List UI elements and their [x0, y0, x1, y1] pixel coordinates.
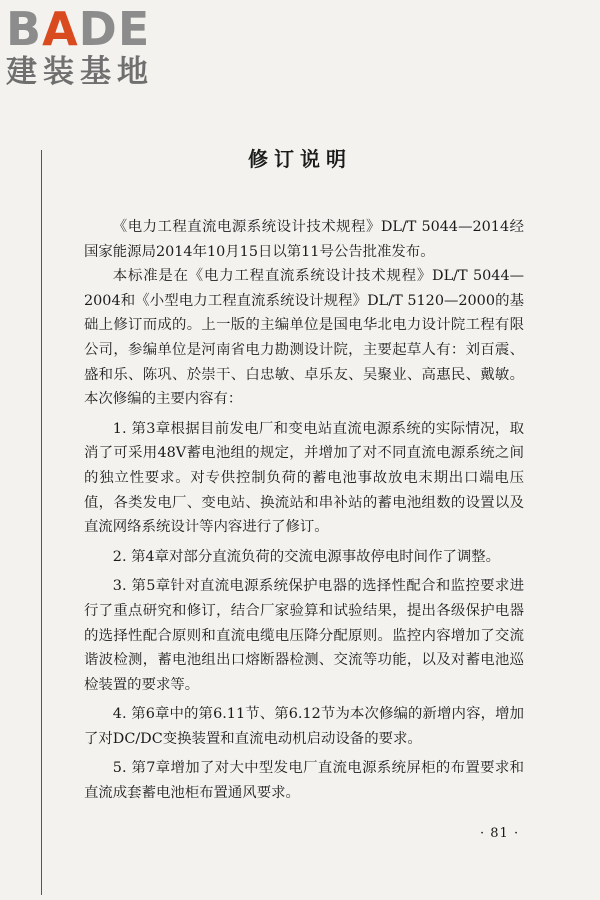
logo-subtitle: 建装基地: [6, 54, 154, 90]
paragraph-intro: 《电力工程直流电源系统设计技术规程》DL/T 5044—2014经国家能源局2014年10月15日以第11号公告批准发布。: [84, 219, 524, 260]
paragraph-item-3: 3. 第5章针对直流电源系统保护电器的选择性配合和监控要求进行了重点研究和修订，结合厂家验算和试验结果，提出各级保护电器的选择性配合原则和直流电缆电压降分配原则。监控内容增加了交流谐波检测，蓄电池组出口熔断器检测、交流等功能，以及对蓄电池巡检装置的要求等。: [84, 578, 524, 693]
paragraph-item-4: 4. 第6章中的第6.11节、第6.12节为本次修编的新增内容，增加了对DC/DC变换装置和直流电动机启动设备的要求。: [84, 706, 524, 747]
paragraph-item-1: 1. 第3章根据目前发电厂和变电站直流电源系统的实际情况，取消了可采用48V蓄电池组的规定，并增加了对不同直流电源系统之间的独立性要求。对专供控制负荷的蓄电池事故放电末期出口端电压值，各类发电厂、变电站、换流站和串补站的蓄电池组数的设置以及直流网络系统设计等内容进行了修订。: [84, 420, 524, 536]
logo-wordmark: BADE: [6, 2, 151, 56]
paragraph-background: 本标准是在《电力工程直流系统设计技术规程》DL/T 5044—2004和《小型电力工程直流系统设计规程》DL/T 5120—2000的基础上修订而成的。上一版的主编单位是国电华北电力设计院工程有限公司，参编单位是河南省电力勘测设计院，主要起草人有：刘百震、盛和乐、陈巩、於崇干、白忠敏、卓乐友、吴聚业、高惠民、戴敏。本次修编的主要内容有：: [84, 268, 524, 408]
page-number: · 81 ·: [480, 826, 520, 841]
logo-accent-letter: A: [42, 2, 79, 56]
paragraph-item-2: 2. 第4章对部分直流负荷的交流电源事故停电时间作了调整。: [112, 548, 501, 565]
bade-logo: [6, 4, 176, 90]
binding-margin-line: [41, 150, 42, 895]
document-body: [84, 215, 524, 811]
paragraph-item-5: 5. 第7章增加了对大中型发电厂直流电源系统屏柜的布置要求和直流成套蓄电池柜布置通风要求。: [84, 760, 524, 802]
page-title: 修订说明: [248, 147, 352, 171]
